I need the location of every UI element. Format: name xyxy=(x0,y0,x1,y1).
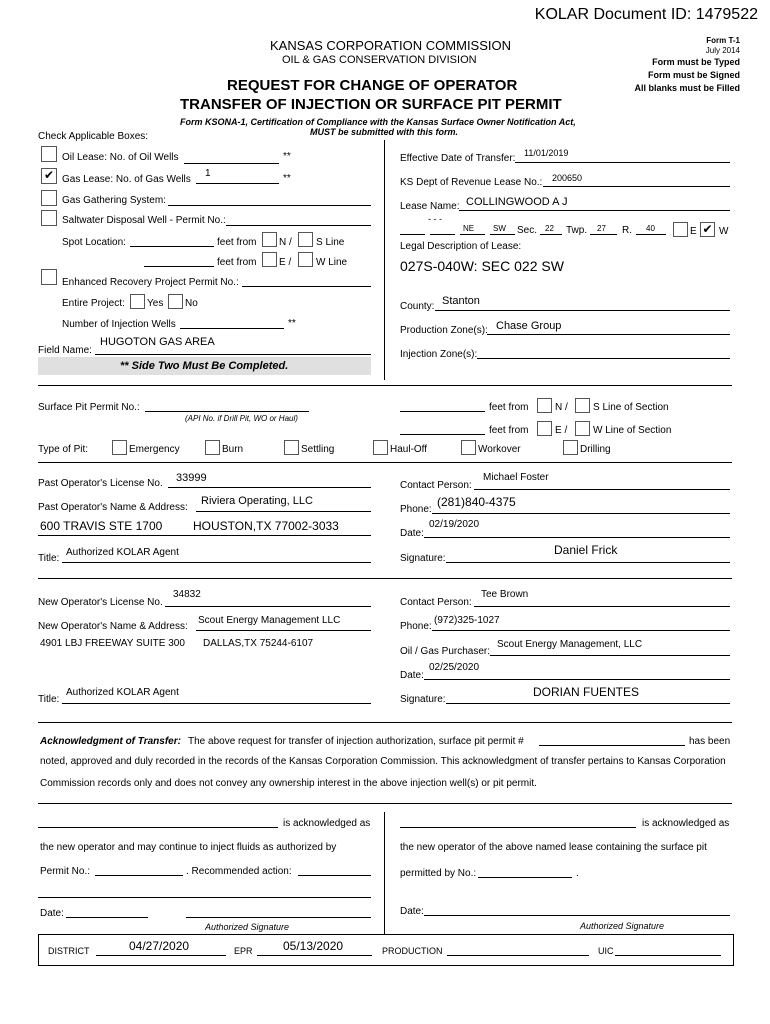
production-zone-label: Production Zone(s): xyxy=(400,325,488,336)
agency-name: KANSAS CORPORATION COMMISSION xyxy=(270,38,512,53)
form-number: Form T-1 xyxy=(706,36,740,45)
past-date-field[interactable] xyxy=(424,537,730,538)
new-title-field[interactable] xyxy=(62,703,371,704)
injection-zone-label: Injection Zone(s): xyxy=(400,349,478,360)
pit-workover-checkbox[interactable] xyxy=(461,440,476,455)
range-e-label: E xyxy=(690,226,697,237)
county-field[interactable] xyxy=(435,310,730,311)
past-name-label: Past Operator's Name & Address: xyxy=(38,502,188,513)
pit-feet-from-ns: feet from xyxy=(489,402,529,413)
epr-field[interactable] xyxy=(257,955,372,956)
pit-drilling-label: Drilling xyxy=(580,444,611,455)
swd-checkbox[interactable] xyxy=(41,210,57,226)
pit-workover-label: Workover xyxy=(478,444,521,455)
spot-w-label: W Line xyxy=(316,257,348,268)
ack-pit-permit-field[interactable] xyxy=(539,745,685,746)
new-license-field[interactable] xyxy=(165,606,371,607)
past-license-value: 33999 xyxy=(176,472,207,484)
entire-project-label: Entire Project: xyxy=(62,298,125,309)
field-name-value: HUGOTON GAS AREA xyxy=(100,336,215,348)
range-w-checkbox[interactable]: ✔ xyxy=(700,222,715,237)
new-signature-field[interactable] xyxy=(446,703,730,704)
range-label: R. xyxy=(622,225,632,236)
epr-label: EPR xyxy=(234,946,253,956)
new-phone-field[interactable] xyxy=(432,630,730,631)
eor-label: Enhanced Recovery Project Permit No.: xyxy=(62,277,239,288)
pit-ns-feet-field[interactable] xyxy=(400,411,485,412)
spot-ew-feet-field[interactable] xyxy=(144,266,214,267)
ksdor-lease-field[interactable] xyxy=(543,186,730,187)
county-label: County: xyxy=(400,301,435,312)
section-divider-5 xyxy=(38,803,732,804)
oil-wells-stars: ** xyxy=(283,151,291,162)
pit-n-label: N / xyxy=(555,402,568,413)
field-name-label: Field Name: xyxy=(38,345,92,356)
new-name-value: Scout Energy Management LLC xyxy=(198,615,341,626)
pit-emergency-checkbox[interactable] xyxy=(112,440,127,455)
spot-s-checkbox[interactable] xyxy=(298,232,313,247)
pit-type-label: Type of Pit: xyxy=(38,444,89,455)
injection-wells-field[interactable] xyxy=(180,328,284,329)
new-contact-label: Contact Person: xyxy=(400,597,472,608)
ack-column-divider xyxy=(384,812,385,934)
document-id: KOLAR Document ID: 1479522 xyxy=(534,6,758,23)
ack-heading: Acknowledgment of Transfer: xyxy=(40,736,181,747)
pit-n-checkbox[interactable] xyxy=(537,398,552,413)
pit-settling-checkbox[interactable] xyxy=(284,440,299,455)
section-divider-3 xyxy=(38,578,732,579)
form-date: July 2014 xyxy=(705,46,740,55)
epr-date: 05/13/2020 xyxy=(283,939,344,953)
gas-gathering-label: Gas Gathering System: xyxy=(62,195,166,206)
ack-right-operator-field[interactable] xyxy=(400,827,636,828)
pit-w-checkbox[interactable] xyxy=(575,421,590,436)
ksdor-lease-label: KS Dept of Revenue Lease No.: xyxy=(400,177,543,188)
eor-checkbox[interactable] xyxy=(41,269,57,285)
ack-recommended-field[interactable] xyxy=(298,875,371,876)
spot-ns-feet-field[interactable] xyxy=(130,246,214,247)
past-contact-value: Michael Foster xyxy=(483,472,549,483)
past-signature-field[interactable] xyxy=(446,562,730,563)
township-value: 27 xyxy=(597,224,606,233)
section-value: 22 xyxy=(545,224,554,233)
ack-recommended-label: . Recommended action: xyxy=(186,866,292,877)
production-zone-value: Chase Group xyxy=(496,320,562,332)
uic-label: UIC xyxy=(598,946,614,956)
quarter-1-field[interactable] xyxy=(400,234,425,235)
pit-settling-label: Settling xyxy=(301,444,335,455)
ack-right-text: the new operator of the above named lease containing the surface pit xyxy=(400,842,707,853)
legal-description-label: Legal Description of Lease: xyxy=(400,241,522,252)
production-zone-field[interactable] xyxy=(487,334,730,335)
past-name-field[interactable] xyxy=(196,511,371,512)
past-address-line1: 600 TRAVIS STE 1700 xyxy=(40,519,163,533)
ack-left-signature-field[interactable] xyxy=(186,917,371,918)
effective-date-field[interactable] xyxy=(515,162,730,163)
ack-left-date-field[interactable] xyxy=(66,917,148,918)
spot-n-checkbox[interactable] xyxy=(262,232,277,247)
quarter-4-value: SW xyxy=(493,224,506,233)
past-license-label: Past Operator's License No. xyxy=(38,478,163,489)
past-phone-field[interactable] xyxy=(432,513,730,514)
range-e-checkbox[interactable] xyxy=(673,222,688,237)
section-divider-2 xyxy=(38,462,732,463)
side-two-note: ** Side Two Must Be Completed. xyxy=(120,360,289,372)
new-address-line1: 4901 LBJ FREEWAY SUITE 300 xyxy=(40,638,185,649)
check-boxes-label: Check Applicable Boxes: xyxy=(38,131,149,142)
injection-wells-stars: ** xyxy=(288,318,296,329)
ack-left-is-acknowledged: is acknowledged as xyxy=(283,818,371,829)
production-label: PRODUCTION xyxy=(382,946,443,956)
new-phone-value: (972)325-1027 xyxy=(434,615,500,626)
quarter-3-value: NE xyxy=(463,224,475,233)
ack-recommended-field-2[interactable] xyxy=(38,897,371,898)
section-divider-1 xyxy=(38,385,732,386)
ack-right-auth-signature: Authorized Signature xyxy=(580,921,665,931)
injection-zone-field[interactable] xyxy=(477,358,730,359)
pit-s-checkbox[interactable] xyxy=(575,398,590,413)
oil-wells-field[interactable] xyxy=(184,163,279,164)
new-contact-value: Tee Brown xyxy=(481,589,529,600)
ack-permit-no-label: Permit No.: xyxy=(40,866,91,877)
pit-feet-from-ew: feet from xyxy=(489,425,529,436)
ack-left-date-label: Date: xyxy=(40,908,64,919)
pit-hauloff-checkbox[interactable] xyxy=(373,440,388,455)
new-phone-label: Phone: xyxy=(400,621,432,632)
entire-project-yes-checkbox[interactable] xyxy=(130,294,145,309)
district-date: 04/27/2020 xyxy=(129,939,190,953)
pit-permit-note: (API No. if Drill Pit, WO or Haul) xyxy=(185,414,298,423)
new-date-value: 02/25/2020 xyxy=(429,662,480,673)
ack-permitted-by-label: permitted by No.: xyxy=(400,868,477,879)
pit-burn-label: Burn xyxy=(222,444,244,455)
entire-project-no-checkbox[interactable] xyxy=(168,294,183,309)
pit-emergency-label: Emergency xyxy=(129,444,180,455)
lease-name-value: COLLINGWOOD A J xyxy=(466,196,568,208)
spot-feet-from-ns: feet from xyxy=(217,237,257,248)
gas-wells-value: 1 xyxy=(205,168,211,179)
pit-e-checkbox[interactable] xyxy=(537,421,552,436)
section-divider-4 xyxy=(38,722,732,723)
past-date-value: 02/19/2020 xyxy=(429,519,480,530)
production-field[interactable] xyxy=(447,955,589,956)
new-contact-field[interactable] xyxy=(474,606,730,607)
new-address-line2: DALLAS,TX 75244-6107 xyxy=(203,638,314,649)
range-w-label: W xyxy=(719,226,729,237)
past-title-field[interactable] xyxy=(62,562,371,563)
past-address-line2: HOUSTON,TX 77002-3033 xyxy=(193,519,339,533)
side-two-banner xyxy=(38,357,371,375)
ack-permit-no-field[interactable] xyxy=(95,875,183,876)
ack-left-operator-field[interactable] xyxy=(38,827,278,828)
pit-hauloff-label: Haul-Off xyxy=(390,444,428,455)
oil-lease-label: Oil Lease: No. of Oil Wells xyxy=(62,152,179,163)
ack-right-is-acknowledged: is acknowledged as xyxy=(642,818,730,829)
past-date-label: Date: xyxy=(400,528,424,539)
requirement-signed: Form must be Signed xyxy=(647,70,740,80)
entire-project-yes-label: Yes xyxy=(147,298,164,309)
form-title-line1: REQUEST FOR CHANGE OF OPERATOR xyxy=(227,77,518,94)
ack-right-date-label: Date: xyxy=(400,906,424,917)
new-license-label: New Operator's License No. xyxy=(38,597,163,608)
pit-w-label: W Line of Section xyxy=(593,425,672,436)
legal-description-value: 027S-040W: SEC 022 SW xyxy=(400,258,564,274)
range-value: 40 xyxy=(646,224,655,233)
past-title-label: Title: xyxy=(38,553,60,564)
column-divider xyxy=(384,140,385,380)
past-license-field[interactable] xyxy=(168,487,371,488)
ack-left-text: the new operator and may continue to inject fluids as authorized by xyxy=(40,842,337,853)
division-name: OIL & GAS CONSERVATION DIVISION xyxy=(282,54,477,66)
district-label: DISTRICT xyxy=(48,946,90,956)
spot-n-label: N / xyxy=(279,237,292,248)
district-field[interactable] xyxy=(96,955,226,956)
pit-permit-label: Surface Pit Permit No.: xyxy=(38,402,140,413)
section-label: Sec. xyxy=(517,225,538,236)
ack-permitted-by-period: . xyxy=(576,868,579,879)
pit-ew-feet-field[interactable] xyxy=(400,434,485,435)
requirement-filled: All blanks must be Filled xyxy=(634,83,740,93)
new-title-value: Authorized KOLAR Agent xyxy=(66,687,179,698)
new-license-value: 34832 xyxy=(173,589,201,600)
ack-right-date-field[interactable] xyxy=(424,915,730,916)
ack-left-auth-signature: Authorized Signature xyxy=(205,922,290,932)
new-purchaser-label: Oil / Gas Purchaser: xyxy=(400,646,491,657)
effective-date-value: 11/01/2019 xyxy=(524,148,569,158)
ksona-note-line2: MUST be submitted with this form. xyxy=(310,127,458,137)
swd-label: Saltwater Disposal Well - Permit No.: xyxy=(62,215,226,226)
spot-s-label: S Line xyxy=(316,237,345,248)
office-use-box xyxy=(38,934,734,966)
pit-s-label: S Line of Section xyxy=(593,402,669,413)
quarter-2-field[interactable] xyxy=(430,234,455,235)
new-name-label: New Operator's Name & Address: xyxy=(38,621,188,632)
ack-permitted-by-field[interactable] xyxy=(478,877,572,878)
new-purchaser-field[interactable] xyxy=(490,655,730,656)
past-signature-value: Daniel Frick xyxy=(554,543,618,557)
past-signature-label: Signature: xyxy=(400,553,446,564)
effective-date-label: Effective Date of Transfer: xyxy=(400,153,516,164)
ack-line2: noted, approved and duly recorded in the records of the Kansas Corporation Commission. This acknowledgment of transfer pertains to Kansas Corporation xyxy=(40,756,726,767)
new-date-field[interactable] xyxy=(424,679,730,680)
gas-wells-stars: ** xyxy=(283,173,291,184)
gas-lease-label: Gas Lease: No. of Gas Wells xyxy=(62,174,191,185)
spot-location-label: Spot Location: xyxy=(62,237,126,248)
new-title-label: Title: xyxy=(38,694,60,705)
past-phone-label: Phone: xyxy=(400,504,432,515)
past-address-field[interactable] xyxy=(38,535,371,536)
pit-drilling-checkbox[interactable] xyxy=(563,440,578,455)
past-name-value: Riviera Operating, LLC xyxy=(201,495,313,507)
spot-feet-from-ew: feet from xyxy=(217,257,257,268)
past-phone-value: (281)840-4375 xyxy=(437,495,516,509)
gas-wells-field[interactable] xyxy=(196,183,279,184)
form-title-line2: TRANSFER OF INJECTION OR SURFACE PIT PERMIT xyxy=(180,96,562,113)
pit-e-label: E / xyxy=(555,425,568,436)
ack-has-been: has been xyxy=(689,736,731,747)
lease-name-field[interactable] xyxy=(459,210,730,211)
township-label: Twp. xyxy=(566,225,588,236)
oil-lease-checkbox[interactable] xyxy=(41,146,57,162)
pit-permit-field[interactable] xyxy=(145,411,309,412)
gas-gathering-checkbox[interactable] xyxy=(41,190,57,206)
spot-w-checkbox[interactable] xyxy=(298,252,313,267)
gas-gathering-field[interactable] xyxy=(168,205,371,206)
new-name-field[interactable] xyxy=(196,630,371,631)
ksona-note-line1: Form KSONA-1, Certification of Compliance with the Kansas Surface Owner Notification Act, xyxy=(180,117,576,127)
past-contact-label: Contact Person: xyxy=(400,480,472,491)
quarter-dashes: - - - xyxy=(428,214,442,224)
new-signature-label: Signature: xyxy=(400,694,446,705)
lease-name-label: Lease Name: xyxy=(400,201,460,212)
ack-line1: The above request for transfer of injection authorization, surface pit permit # xyxy=(188,736,524,747)
new-purchaser-value: Scout Energy Management, LLC xyxy=(497,639,643,650)
field-name-field[interactable] xyxy=(95,354,371,355)
eor-permit-field[interactable] xyxy=(242,286,371,287)
gas-lease-checkbox[interactable]: ✔ xyxy=(41,168,57,184)
injection-wells-label: Number of Injection Wells xyxy=(62,319,176,330)
new-date-label: Date: xyxy=(400,670,424,681)
requirement-typed: Form must be Typed xyxy=(652,57,740,67)
county-value: Stanton xyxy=(442,295,480,307)
entire-project-no-label: No xyxy=(185,298,198,309)
past-contact-field[interactable] xyxy=(474,489,730,490)
new-signature-value: DORIAN FUENTES xyxy=(533,685,640,699)
past-title-value: Authorized KOLAR Agent xyxy=(66,547,179,558)
ack-line3: Commission records only and does not convey any ownership interest in the above injection well(s) or pit permit. xyxy=(40,778,537,789)
uic-field[interactable] xyxy=(615,955,721,956)
spot-e-checkbox[interactable] xyxy=(262,252,277,267)
pit-burn-checkbox[interactable] xyxy=(205,440,220,455)
ksdor-lease-value: 200650 xyxy=(552,173,583,183)
spot-e-label: E / xyxy=(279,257,292,268)
swd-permit-field[interactable] xyxy=(226,225,371,226)
